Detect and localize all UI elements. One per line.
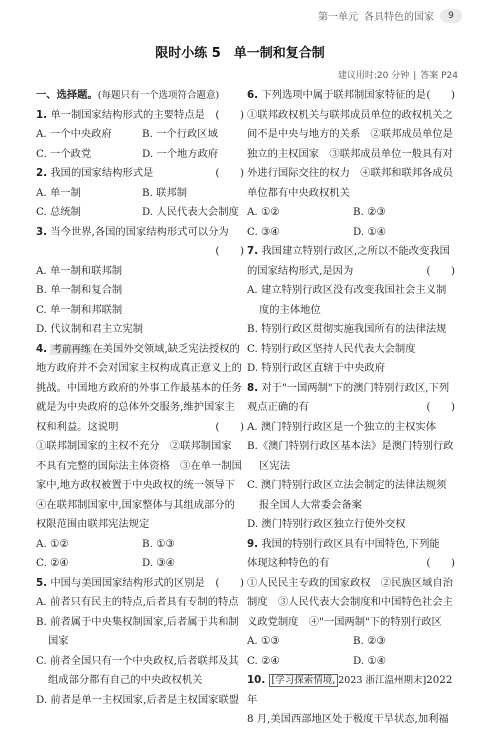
- answer-paren: ( ): [426, 401, 455, 413]
- option-b[interactable]: B. 特别行政区贯彻实施我国所有的法律法规: [247, 323, 447, 335]
- question-stem-line: 就是为中央政府的总体外交服务,维护国家主: [36, 401, 235, 413]
- statement-line: ④在联邦制国家中,国家整体与其组成部分的: [36, 498, 235, 511]
- option-b[interactable]: B. ②③: [353, 206, 386, 218]
- option-a-cont: 度的主体地位: [259, 303, 321, 316]
- options-row: [36, 554, 248, 574]
- page-number-badge: 9: [440, 9, 462, 23]
- option-a[interactable]: A. ①②: [247, 206, 280, 218]
- option-d[interactable]: D. 特别行政区直辖于中央政府: [247, 362, 385, 374]
- question-number: 1.: [36, 108, 48, 121]
- question-stem: 在美国外交领域,缺乏宪法授权的: [92, 342, 240, 355]
- option-c[interactable]: C. 单一制和邦联制: [36, 303, 123, 316]
- answer-paren: ( ): [215, 108, 244, 121]
- question-stem: 2022 年: [247, 674, 453, 706]
- chapter-label: 各具特色的国家: [364, 12, 434, 23]
- options-row: [247, 223, 459, 243]
- option-b[interactable]: B. 联邦制: [142, 186, 188, 199]
- question-7: [247, 242, 459, 262]
- section-label: 一、选择题。: [36, 89, 98, 101]
- left-column: [36, 86, 248, 710]
- meta-line: 建议用时:20 分钟 | 答案 P24: [337, 71, 458, 81]
- answer-ref: 答案 P24: [420, 71, 458, 81]
- options-row: [247, 652, 459, 672]
- question-2: [36, 164, 248, 184]
- option-d[interactable]: D. ③④: [142, 557, 175, 569]
- option-c-cont: 报全国人大常委会备案: [259, 498, 362, 511]
- question-stem: 我国的特别行政区具有中国特色,下列能: [261, 537, 440, 550]
- statement-line: 义政党制度 ④"一国两制"下的特别行政区: [247, 615, 442, 628]
- statement-line: 家中,地方政权被置于中央政权的统一领导下: [36, 479, 235, 491]
- right-column: [247, 86, 459, 730]
- question-number: 9.: [247, 537, 259, 550]
- option-c-cont: 组成部分都有自己的中央政权机关: [48, 674, 203, 686]
- statement-line: 间不是中央与地方的关系 ②联邦成员单位是: [247, 128, 453, 140]
- option-b-cont: 国家: [48, 635, 69, 647]
- question-stem: 单一制国家结构形式的主要特点是: [50, 108, 205, 121]
- question-10: [247, 671, 459, 710]
- question-stem: 我国的国家结构形式是: [50, 167, 154, 179]
- option-c[interactable]: C. ②④: [247, 654, 280, 667]
- unit-label: 第一单元: [318, 12, 358, 23]
- question-stem: 观点正确的有: [247, 401, 309, 413]
- question-number: 10.: [247, 674, 266, 686]
- option-a[interactable]: A. 单一制: [36, 186, 81, 199]
- question-stem: 我国建立特别行政区,之所以不能改变我国: [261, 245, 450, 257]
- question-stem: 下列选项中属于联邦制国家特征的是: [261, 89, 427, 101]
- statement-line: 权限范围由联邦宪法规定: [36, 518, 150, 530]
- question-stem-line: 8 月,美国西部地区处于极度干旱状态,加利福: [247, 713, 449, 725]
- option-d[interactable]: D. 澳门特别行政区独立行使外交权: [247, 518, 406, 530]
- options-row: [36, 145, 248, 165]
- option-b[interactable]: B. ②③: [353, 635, 386, 647]
- options-row: [36, 203, 248, 223]
- answer-paren: ( ): [215, 420, 244, 433]
- question-stem: 体现这种特色的有: [247, 557, 330, 569]
- question-source: 2023 浙江温州期末]: [338, 675, 427, 686]
- option-b[interactable]: B. 一个行政区域: [142, 128, 218, 140]
- option-a[interactable]: A. 建立特别行政区没有改变我国社会主义制: [247, 284, 447, 296]
- options-row: [247, 203, 459, 223]
- option-c[interactable]: C. 特别行政区坚持人民代表大会制度: [247, 342, 416, 355]
- option-b[interactable]: B.《澳门特别行政区基本法》是澳门特别行政: [247, 440, 454, 452]
- statement-line: ①联邦政权机关与联邦成员单位的政权机关之: [247, 108, 453, 121]
- question-6: [247, 86, 459, 106]
- question-stem-line: [247, 554, 459, 574]
- answer-paren: ( ): [215, 576, 244, 589]
- question-4: [36, 340, 248, 360]
- option-d[interactable]: D. 人民代表大会制度: [142, 206, 239, 218]
- question-stem: 当今世界,各国的国家结构形式可以分为: [50, 225, 229, 238]
- option-a[interactable]: A. 单一制和联邦制: [36, 264, 123, 277]
- statement-line: ①人民民主专政的国家政权 ②民族区域自治: [247, 576, 453, 589]
- option-d[interactable]: D. ①④: [353, 225, 386, 238]
- option-d[interactable]: D. 前者是单一主权国家,后者是主权国家联盟: [36, 693, 240, 706]
- question-number: 7.: [247, 245, 259, 257]
- question-stem-line: [247, 262, 459, 282]
- option-b[interactable]: B. ①③: [142, 537, 175, 550]
- question-stem: 的国家结构形式,是因为: [247, 264, 354, 277]
- question-stem-line: [247, 398, 459, 418]
- option-a[interactable]: A. 前者只有民主的特点,后者具有专制的特点: [36, 596, 239, 608]
- option-c[interactable]: C. 总统制: [36, 206, 81, 218]
- options-row: [36, 125, 248, 145]
- options-row: [36, 184, 248, 204]
- question-9: [247, 535, 459, 555]
- paren-line: [36, 242, 248, 262]
- option-c[interactable]: C. 前者全国只有一个中央政权,后者联邦及其: [36, 654, 239, 667]
- question-1: [36, 106, 248, 126]
- option-c[interactable]: C. 一个政党: [36, 147, 92, 160]
- options-row: [247, 632, 459, 652]
- option-d[interactable]: D. ①④: [353, 654, 386, 667]
- option-c[interactable]: C. 澳门特别行政区立法会制定的法律法规须: [247, 479, 447, 491]
- option-a[interactable]: A. 澳门特别行政区是一个独立的主权实体: [247, 420, 437, 433]
- statement-line: ①联邦制国家的主权不充分 ②联邦制国家: [36, 440, 232, 452]
- question-stem: 中国与美国国家结构形式的区别是: [50, 576, 205, 589]
- option-b[interactable]: B. 前者属于中央集权制国家,后者属于共和制: [36, 615, 239, 628]
- options-row: [36, 535, 248, 555]
- suggested-time: 建议用时:20 分钟: [337, 71, 410, 81]
- option-b-cont: 区宪法: [259, 459, 290, 472]
- question-3: [36, 223, 248, 243]
- option-a[interactable]: A. ①③: [247, 635, 280, 647]
- statement-line: 不具有完整的国际法主体资格 ③在单一制国: [36, 459, 242, 472]
- context-tag: [学习探索情境,: [269, 674, 339, 687]
- question-stem-line: 挑战。中国地方政府的外事工作最基本的任务: [36, 381, 242, 394]
- section-heading: [36, 86, 248, 106]
- option-c[interactable]: C. ③④: [247, 225, 280, 238]
- question-number: 2.: [36, 167, 48, 179]
- option-b[interactable]: B. 单一制和复合制: [36, 284, 123, 296]
- question-number: 3.: [36, 225, 48, 238]
- answer-paren: ( ): [426, 264, 455, 277]
- question-8: [247, 379, 459, 399]
- page-title: 限时小练 5 单一制和复合制: [155, 46, 325, 61]
- page-header: [318, 8, 462, 23]
- question-stem-line: [36, 418, 248, 438]
- answer-paren: ( ): [426, 557, 455, 569]
- option-d[interactable]: D. 一个地方政府: [142, 147, 219, 160]
- practice-tag: 考前再练: [52, 343, 91, 355]
- answer-paren: ( ): [426, 89, 455, 101]
- question-number: 6.: [247, 89, 259, 101]
- option-a[interactable]: A. ①②: [36, 537, 69, 550]
- answer-paren: ( ): [215, 167, 244, 179]
- statement-line: 独立的主权国家 ③联邦成员单位一般具有对: [247, 147, 453, 160]
- option-c[interactable]: C. ②④: [36, 557, 69, 569]
- question-stem: 对于"一国两制"下的澳门特别行政区,下列: [261, 381, 450, 394]
- option-a[interactable]: A. 一个中央政府: [36, 128, 112, 140]
- option-d[interactable]: D. 代议制和君主立宪制: [36, 323, 144, 335]
- statement-line: 单位都有中央政权机关: [247, 186, 350, 199]
- question-stem-line: 地方政府并不会对国家主权构成真正意义上的: [36, 362, 242, 374]
- statement-line: 制度 ③人民代表大会制度和中国特色社会主: [247, 596, 453, 608]
- question-5: [36, 574, 248, 594]
- question-number: 4.: [36, 342, 48, 355]
- question-number: 5.: [36, 576, 48, 589]
- section-note: (每题只有一个选项符合题意): [97, 90, 220, 101]
- answer-paren: ( ): [215, 245, 244, 257]
- question-number: 8.: [247, 381, 259, 394]
- question-stem: 权和利益。这说明: [36, 420, 119, 433]
- statement-line: 外进行国际交往的权力 ④联邦和联邦各成员: [247, 167, 453, 179]
